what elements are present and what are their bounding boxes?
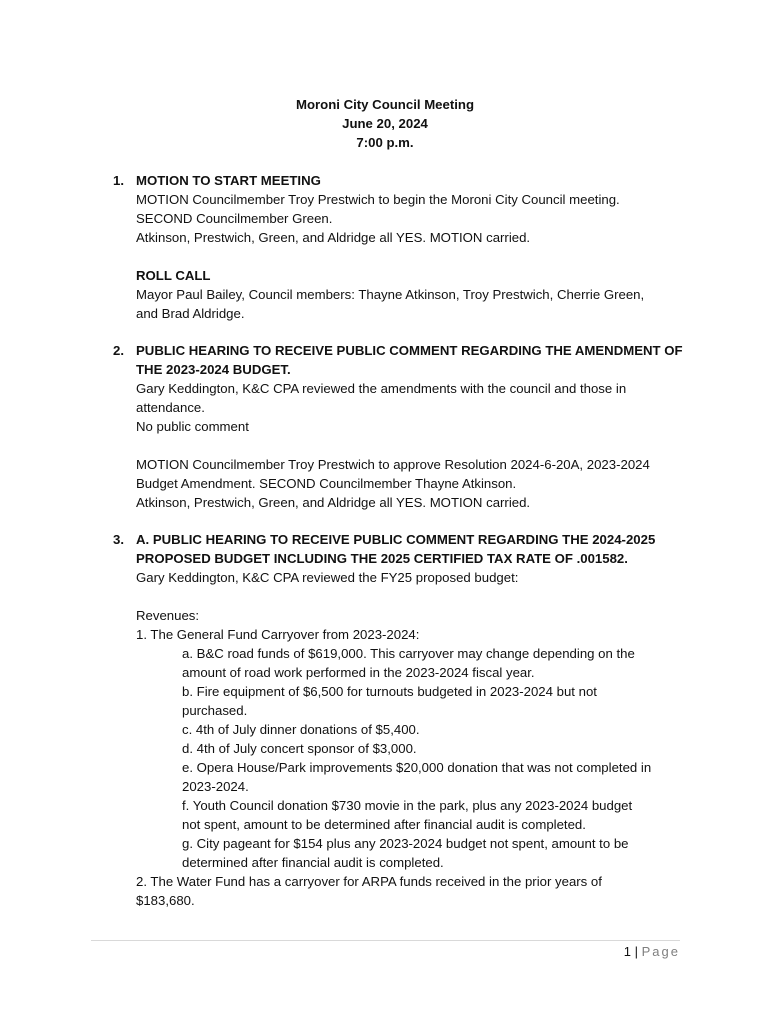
carryover-line: not spent, amount to be determined after financial audit is completed.	[182, 817, 586, 832]
carryover-line: purchased.	[182, 703, 248, 718]
item-number: 2.	[113, 343, 124, 358]
carryover-line: determined after financial audit is completed.	[182, 855, 444, 870]
item-heading: THE 2023-2024 BUDGET.	[136, 362, 291, 377]
carryover-line: amount of road work performed in the 2023-2024 fiscal year.	[182, 665, 535, 680]
carryover-line: a. B&C road funds of $619,000. This carryover may change depending on the	[182, 646, 635, 661]
roll-call-line: Mayor Paul Bailey, Council members: Thayne Atkinson, Troy Prestwich, Cherrie Green,	[136, 287, 645, 302]
carryover-line: b. Fire equipment of $6,500 for turnouts budgeted in 2023-2024 but not	[182, 684, 597, 699]
revenues-label: Revenues:	[136, 608, 200, 623]
footer-divider	[91, 940, 680, 941]
meeting-title: Moroni City Council Meeting	[295, 97, 475, 112]
carryover-line: e. Opera House/Park improvements $20,000 donation that was not completed in	[182, 760, 652, 775]
page-footer	[624, 943, 680, 961]
meeting-time: 7:00 p.m.	[356, 135, 414, 150]
motion-line: Atkinson, Prestwich, Green, and Aldridge all YES. MOTION carried.	[136, 495, 531, 510]
item-number: 3.	[113, 532, 124, 547]
item-text-line: MOTION Councilmember Troy Prestwich to begin the Moroni City Council meeting.	[136, 192, 620, 207]
general-fund-line: 1. The General Fund Carryover from 2023-2024:	[136, 627, 420, 642]
item-text-line: attendance.	[136, 400, 205, 415]
roll-call-line: and Brad Aldridge.	[136, 306, 245, 321]
page-number: 1	[623, 944, 631, 959]
item-heading: A. PUBLIC HEARING TO RECEIVE PUBLIC COMMENT REGARDING THE 2024-2025	[136, 532, 656, 547]
carryover-line: f. Youth Council donation $730 movie in the park, plus any 2023-2024 budget	[182, 798, 633, 813]
carryover-line: 2023-2024.	[182, 779, 249, 794]
item-text-line: Gary Keddington, K&C CPA reviewed the FY25 proposed budget:	[136, 570, 519, 585]
item-heading: PUBLIC HEARING TO RECEIVE PUBLIC COMMENT REGARDING THE AMENDMENT OF	[136, 343, 683, 358]
item-number: 1.	[113, 173, 124, 188]
carryover-line: c. 4th of July dinner donations of $5,400.	[182, 722, 420, 737]
item-text-line: No public comment	[136, 419, 249, 434]
page-label: Page	[641, 944, 680, 959]
carryover-line: d. 4th of July concert sponsor of $3,000.	[182, 741, 417, 756]
item-heading: PROPOSED BUDGET INCLUDING THE 2025 CERTIFIED TAX RATE OF .001582.	[136, 551, 628, 566]
motion-line: MOTION Councilmember Troy Prestwich to approve Resolution 2024-6-20A, 2023-2024	[136, 457, 650, 472]
page-separator: |	[634, 944, 638, 959]
document-header	[0, 95, 770, 152]
item-text-line: Atkinson, Prestwich, Green, and Aldridge all YES. MOTION carried.	[136, 230, 531, 245]
item-heading: MOTION TO START MEETING	[136, 173, 321, 188]
item-text-line: SECOND Councilmember Green.	[136, 211, 333, 226]
meeting-date: June 20, 2024	[342, 116, 428, 131]
item-text-line: Gary Keddington, K&C CPA reviewed the amendments with the council and those in	[136, 381, 627, 396]
motion-line: Budget Amendment. SECOND Councilmember Thayne Atkinson.	[136, 476, 517, 491]
water-fund-line: $183,680.	[136, 893, 195, 908]
carryover-line: g. City pageant for $154 plus any 2023-2024 budget not spent, amount to be	[182, 836, 629, 851]
roll-call-heading: ROLL CALL	[136, 268, 211, 283]
water-fund-line: 2. The Water Fund has a carryover for ARPA funds received in the prior years of	[136, 874, 602, 889]
